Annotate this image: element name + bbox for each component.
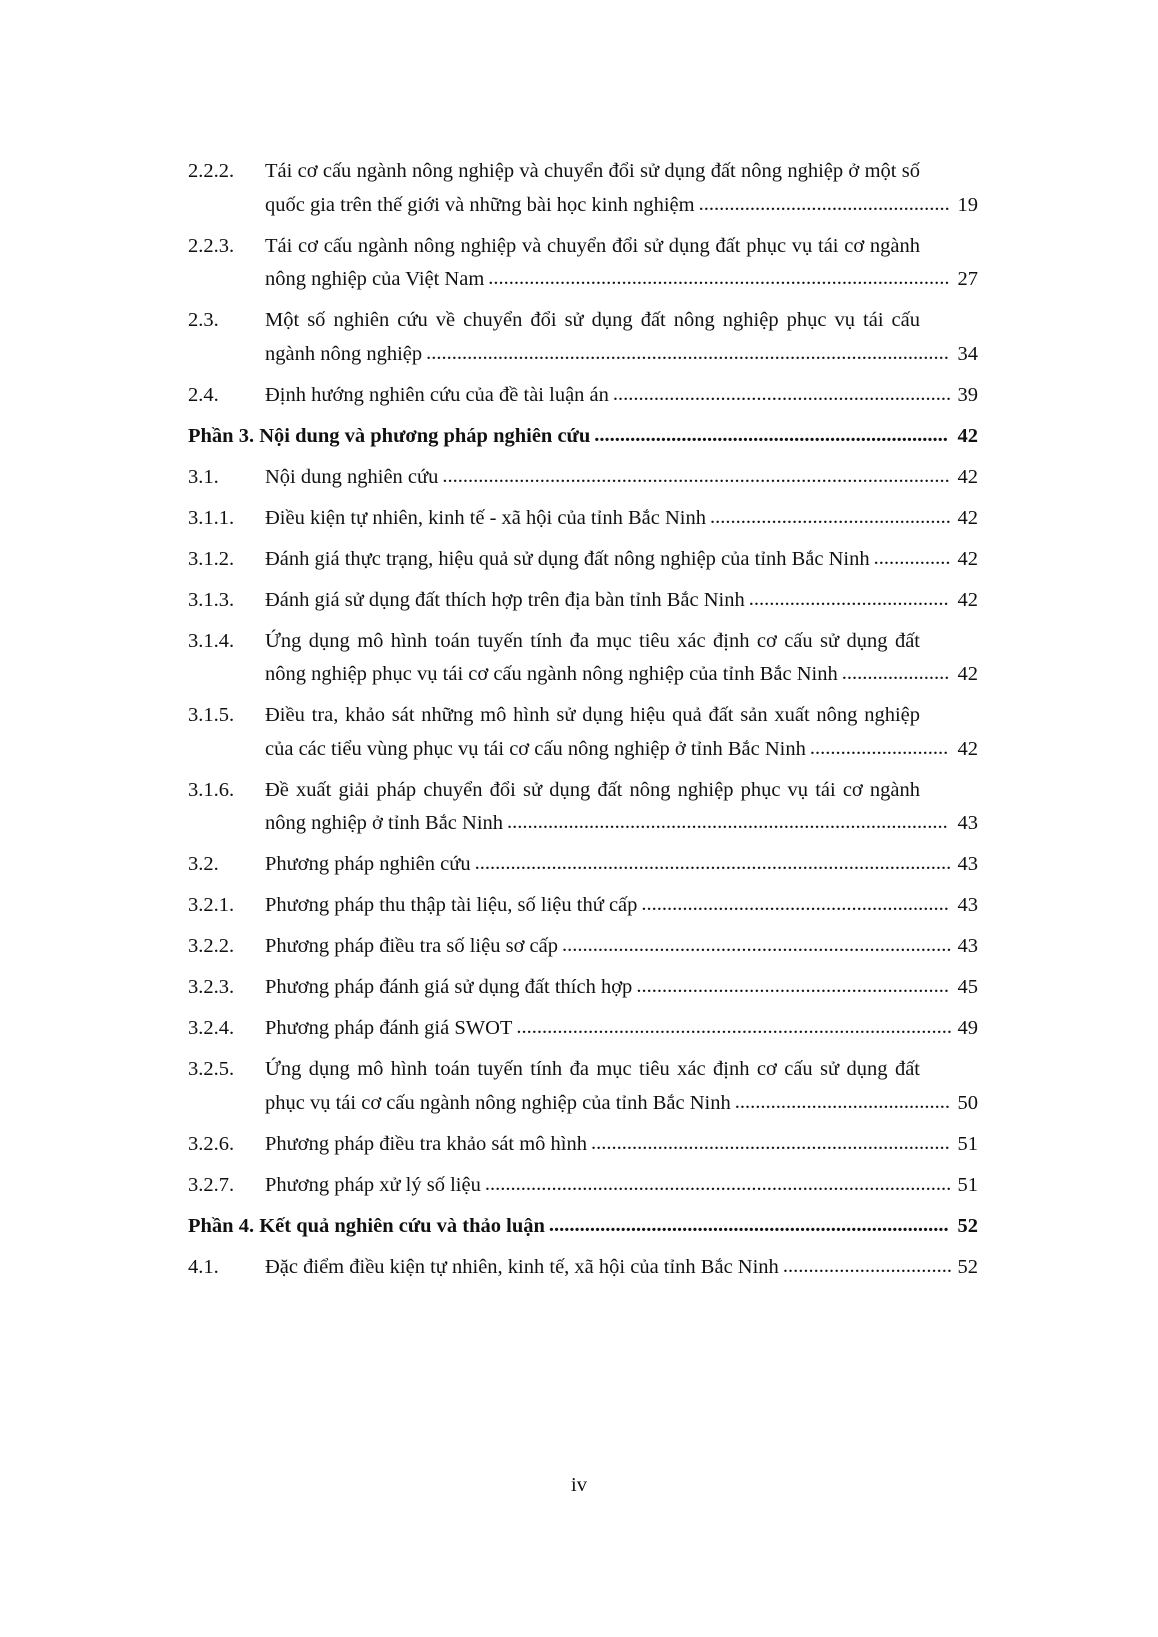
toc-entry-title: Phương pháp đánh giá sử dụng đất thích hợp [265, 976, 633, 998]
dot-leader: ............................................... [709, 505, 951, 528]
toc-entry[interactable] [188, 1053, 978, 1120]
toc-entry-title-block [265, 889, 978, 923]
toc-entry[interactable] [188, 1251, 978, 1285]
toc-entry-title-block [265, 584, 978, 618]
dot-leader: ...................................................................................... [507, 811, 948, 834]
dot-leader: ........................... [809, 736, 949, 759]
toc-entry-title-block [265, 1012, 978, 1046]
toc-entry-page: 51 [957, 1132, 978, 1155]
toc-entry-title-block [265, 1169, 978, 1203]
toc-entry-number: 3.2. [188, 853, 219, 875]
toc-entry-page: 42 [957, 506, 978, 529]
dot-leader: ....................................... [748, 587, 949, 610]
toc-entry-page: 43 [957, 853, 978, 875]
toc-entry-title: Phần 4. Kết quả nghiên cứu và thảo luận [188, 1214, 545, 1237]
toc-entry-page: 42 [957, 663, 978, 685]
toc-entry[interactable] [188, 1012, 978, 1046]
toc-entry[interactable] [188, 1169, 978, 1203]
dot-leader: ................................................. [698, 192, 950, 215]
toc-entry-title-block [265, 625, 978, 692]
toc-entry[interactable] [188, 584, 978, 618]
toc-entry-page: 52 [957, 1255, 978, 1278]
toc-entry-title: Đánh giá thực trạng, hiệu quả sử dụng đất nông nghiệp của tỉnh Bắc Ninh [265, 547, 870, 570]
toc-entry-page: 42 [957, 465, 978, 488]
toc-entry-title: Phương pháp điều tra khảo sát mô hình [265, 1132, 588, 1155]
toc-entry-page: 49 [957, 1017, 978, 1039]
toc-entry-title-block [265, 848, 978, 882]
dot-leader: .............................................................................. [548, 1213, 949, 1236]
toc-entry-title-block [265, 230, 978, 297]
toc-entry-page: 45 [957, 976, 978, 998]
dot-leader: ..................................................................... [594, 423, 948, 446]
toc-entry-title-block [265, 543, 978, 577]
toc-entry-title-block [265, 774, 978, 841]
toc-entry-number: 3.1.1. [188, 506, 235, 529]
toc-entry-title-block [265, 1128, 978, 1162]
toc-entry[interactable] [188, 155, 978, 222]
toc-entry-title-block [265, 304, 978, 371]
toc-entry-page: 42 [957, 547, 978, 570]
toc-entry-title: Đánh giá sử dụng đất thích hợp trên địa bàn tỉnh Bắc Ninh [265, 588, 745, 611]
toc-entry-number: 2.4. [188, 383, 219, 406]
toc-entry-number: 3.2.6. [188, 1132, 235, 1155]
table-of-contents [188, 155, 978, 1292]
toc-entry-page: 27 [957, 268, 978, 290]
toc-entry-title-block [265, 155, 978, 222]
toc-entry-number: 2.3. [188, 309, 219, 331]
toc-part-heading[interactable] [188, 1210, 978, 1244]
toc-entry-title-block [265, 971, 978, 1005]
dot-leader: ................................. [782, 1254, 952, 1277]
toc-entry-number: 3.2.5. [188, 1058, 235, 1080]
toc-entry-title-block [188, 1210, 978, 1244]
toc-entry-number: 3.2.7. [188, 1173, 235, 1196]
toc-entry-title: Điều kiện tự nhiên, kinh tế - xã hội của tỉnh Bắc Ninh [265, 506, 706, 529]
toc-entry-page: 34 [957, 342, 978, 365]
toc-entry-number: 3.2.2. [188, 935, 235, 957]
toc-entry-number: 3.1.5. [188, 704, 235, 726]
toc-entry[interactable] [188, 230, 978, 297]
dot-leader: ...................................................................... [591, 1131, 950, 1154]
toc-entry-title: Ứng dụng mô hình toán tuyến tính đa mục tiêu xác định cơ cấu sử dụng đất nông nghiệp phục vụ tái cơ cấu ngành nông nghiệp của tỉnh Bắc Ninh [265, 629, 920, 685]
toc-entry-title: Định hướng nghiên cứu của đề tài luận án [265, 383, 609, 406]
toc-entry[interactable] [188, 930, 978, 964]
toc-entry-title: Phương pháp nghiên cứu [265, 853, 471, 875]
toc-entry-number: 3.1.4. [188, 629, 235, 652]
toc-entry[interactable] [188, 502, 978, 536]
dot-leader: ..................... [841, 662, 950, 685]
toc-entry-number: 4.1. [188, 1255, 219, 1278]
toc-entry-number: 3.1.3. [188, 588, 235, 611]
toc-entry-title: Đặc điểm điều kiện tự nhiên, kinh tế, xã hội của tỉnh Bắc Ninh [265, 1255, 779, 1278]
toc-entry-page: 43 [957, 894, 978, 916]
dot-leader: ..................................................................................... [516, 1016, 953, 1039]
toc-entry-page: 51 [957, 1173, 978, 1196]
toc-entry-page: 52 [957, 1214, 978, 1237]
dot-leader: ............................................................................ [561, 934, 952, 957]
toc-entry-page: 42 [957, 737, 978, 760]
toc-entry-number: 3.2.1. [188, 894, 235, 916]
dot-leader: .......................................... [734, 1090, 950, 1113]
toc-entry-title-block [265, 379, 978, 413]
dot-leader: ............................................................ [641, 893, 949, 916]
toc-entry-title: Phần 3. Nội dung và phương pháp nghiên cứu [188, 424, 591, 447]
dot-leader: .......................................................................................... [488, 267, 950, 290]
dot-leader: .................................................................. [612, 382, 952, 405]
dot-leader: ............................................................................................. [474, 852, 952, 875]
dot-leader: ............... [873, 546, 951, 569]
toc-entry-page: 39 [957, 383, 978, 406]
toc-entry-title: Ứng dụng mô hình toán tuyến tính đa mục tiêu xác định cơ cấu sử dụng đất phục vụ tái cơ cấu ngành nông nghiệp của tỉnh Bắc Ninh [265, 1058, 920, 1114]
toc-entry-number: 2.2.2. [188, 160, 235, 182]
toc-entry[interactable] [188, 1128, 978, 1162]
dot-leader: ............................................................. [636, 975, 949, 998]
toc-entry-number: 3.1. [188, 465, 219, 488]
toc-entry-number: 3.1.6. [188, 778, 235, 801]
toc-entry-page: 42 [957, 424, 978, 447]
toc-entry[interactable] [188, 774, 978, 841]
toc-entry-number: 3.2.4. [188, 1017, 235, 1039]
toc-entry[interactable] [188, 889, 978, 923]
toc-entry-page: 19 [957, 193, 978, 216]
toc-entry-title-block [265, 1053, 978, 1120]
toc-entry[interactable] [188, 304, 978, 371]
toc-entry[interactable] [188, 379, 978, 413]
toc-entry-number: 3.1.2. [188, 547, 235, 570]
dot-leader: ........................................................................................... [484, 1172, 952, 1195]
toc-entry[interactable] [188, 461, 978, 495]
toc-entry-title-block [265, 930, 978, 964]
toc-entry-title: Một số nghiên cứu về chuyển đổi sử dụng đất nông nghiệp phục vụ tái cấu ngành nông nghiệp [265, 309, 920, 365]
toc-entry-title-block [265, 502, 978, 536]
toc-entry[interactable] [188, 625, 978, 692]
toc-entry[interactable] [188, 543, 978, 577]
toc-entry-number: 3.2.3. [188, 976, 235, 998]
toc-entry-title: Phương pháp xử lý số liệu [265, 1173, 481, 1196]
toc-entry[interactable] [188, 699, 978, 766]
toc-entry-title: Tái cơ cấu ngành nông nghiệp và chuyển đổi sử dụng đất nông nghiệp ở một số quốc gia trên thế giới và những bài học kinh nghiệm [265, 160, 920, 216]
dot-leader: ................................................................................................... [442, 464, 950, 487]
toc-entry[interactable] [188, 848, 978, 882]
toc-entry-page: 43 [957, 812, 978, 834]
toc-entry[interactable] [188, 971, 978, 1005]
toc-entry-number: 2.2.3. [188, 234, 235, 257]
toc-entry-title-block [265, 699, 978, 766]
toc-entry-title: Điều tra, khảo sát những mô hình sử dụng hiệu quả đất sản xuất nông nghiệp của các tiểu vùng phục vụ tái cơ cấu nông nghiệp ở tỉnh Bắc Ninh [265, 704, 920, 760]
toc-entry-title: Đề xuất giải pháp chuyển đổi sử dụng đất nông nghiệp phục vụ tái cơ ngành nông nghiệp ở tỉnh Bắc Ninh [265, 778, 920, 834]
toc-entry-title-block [188, 420, 978, 454]
toc-entry-title: Nội dung nghiên cứu [265, 465, 439, 488]
toc-entry-page: 42 [957, 588, 978, 611]
toc-entry-title: Tái cơ cấu ngành nông nghiệp và chuyển đổi sử dụng đất phục vụ tái cơ ngành nông nghiệp của Việt Nam [265, 234, 920, 290]
toc-entry-title-block [265, 461, 978, 495]
dot-leader: ...................................................................................................... [426, 341, 949, 364]
toc-entry-title: Phương pháp điều tra số liệu sơ cấp [265, 935, 558, 957]
toc-entry-page: 43 [957, 935, 978, 957]
toc-entry-page: 50 [957, 1091, 978, 1114]
page-number-footer: iv [571, 1474, 587, 1496]
toc-part-heading[interactable] [188, 420, 978, 454]
toc-entry-title-block [265, 1251, 978, 1285]
toc-entry-title: Phương pháp thu thập tài liệu, số liệu thứ cấp [265, 894, 638, 916]
toc-entry-title: Phương pháp đánh giá SWOT [265, 1017, 513, 1039]
